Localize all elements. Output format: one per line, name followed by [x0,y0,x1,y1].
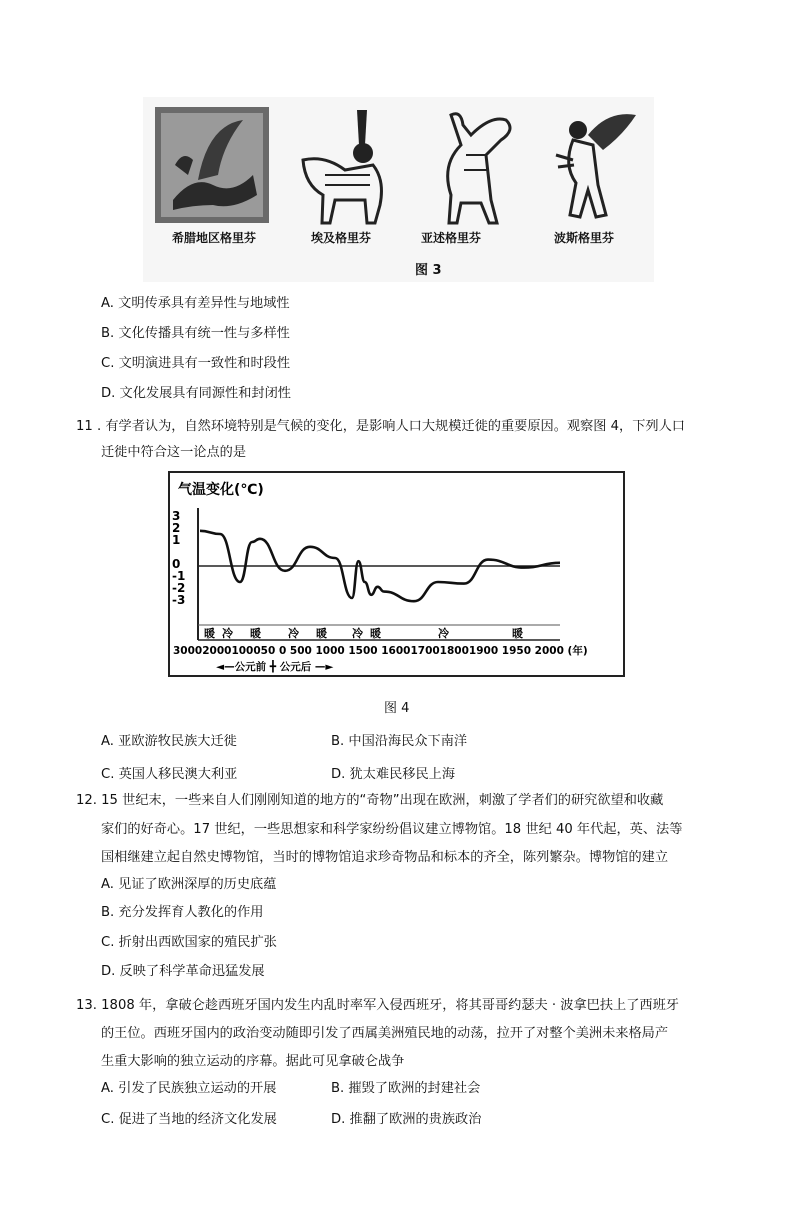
q13-stem-line1: 13. 1808 年，拿破仑趁西班牙国内发生内乱时率军入侵西班牙，将其哥哥约瑟夫 · 波拿巴扶上了西班牙 [76,998,679,1013]
y-tick-label: 2 [172,521,181,535]
q11-stem-line1: 11 . 有学者认为，自然环境特别是气候的变化，是影响人口大规模迁徙的重要原因。观察图 4，下列人口 [76,419,685,434]
q10-option-b[interactable]: B. 文化传播具有统一性与多样性 [101,326,290,341]
q11-option-c[interactable]: C. 英国人移民澳大利亚 [101,767,238,782]
band-label: 暖 [316,627,327,640]
q13-option-b[interactable]: B. 摧毁了欧洲的封建社会 [331,1081,481,1096]
q11-option-b[interactable]: B. 中国沿海民众下南洋 [331,734,468,749]
band-label: 暖 [512,627,523,640]
y-tick-label: 1 [172,533,181,547]
q11-option-a[interactable]: A. 亚欧游牧民族大迁徙 [101,734,237,749]
era-note: ◄—公元前 ╋ 公元后 —► [216,661,334,673]
figure-3-title: 图 3 [415,263,442,278]
figure-3 [143,97,654,282]
q13-stem-line2: 的王位。西班牙国内的政治变动随即引发了西属美洲殖民地的动荡，拉开了对整个美洲未来格局产 [101,1026,669,1041]
q12-option-a[interactable]: A. 见证了欧洲深厚的历史底蕴 [101,877,277,892]
y-tick-label: 3 [172,509,181,523]
greek-griffin-caption: 希腊地区格里芬 [172,231,257,245]
q12-stem-line2: 家们的好奇心。17 世纪，一些思想家和科学家纷纷倡议建立博物馆。18 世纪 40 年代起，英、法等 [101,822,683,837]
q12-stem-line3: 国相继建立起自然史博物馆，当时的博物馆追求珍奇物品和标本的齐全，陈列繁杂。博物馆的建立 [101,850,669,865]
q11-option-d[interactable]: D. 犹太难民移民上海 [331,767,456,782]
chart-ylabel: 气温变化(℃) [178,482,264,498]
band-label: 冷 [222,627,233,640]
persian-griffin-image [548,105,640,225]
band-label: 冷 [288,627,299,640]
band-label: 暖 [250,627,261,640]
q11-stem-line2: 迁徙中符合这一论点的是 [101,445,247,460]
q12-option-d[interactable]: D. 反映了科学革命迅猛发展 [101,964,265,979]
persian-griffin-caption: 波斯格里芬 [554,231,615,245]
q12-stem-line1: 12. 15 世纪末，一些来自人们刚刚知道的地方的“奇物”出现在欧洲，刺激了学者们的研究欲望和收藏 [76,793,664,808]
assyrian-griffin-image [431,105,521,225]
q12-option-c[interactable]: C. 折射出西欧国家的殖民扩张 [101,935,277,950]
band-label: 暖 [370,627,381,640]
band-label: 冷 [438,627,449,640]
q10-option-c[interactable]: C. 文明演进具有一致性和时段性 [101,356,291,371]
q13-stem-line3: 生重大影响的独立运动的序幕。据此可见拿破仑战争 [101,1054,405,1069]
greek-griffin-image [153,105,271,225]
q10-option-a[interactable]: A. 文明传承具有差异性与地域性 [101,296,290,311]
y-tick-label: -3 [172,593,186,607]
figure-4-title: 图 4 [384,701,410,716]
q13-option-a[interactable]: A. 引发了民族独立运动的开展 [101,1081,277,1096]
y-tick-label: -2 [172,581,186,595]
q10-option-d[interactable]: D. 文化发展具有同源性和封闭性 [101,386,291,401]
egyptian-griffin-image [295,105,395,225]
y-tick-label: 0 [172,557,181,571]
figure-4-chart [168,470,626,678]
band-label: 冷 [352,627,363,640]
q13-option-d[interactable]: D. 推翻了欧洲的贵族政治 [331,1112,482,1127]
egyptian-griffin-caption: 埃及格里芬 [311,231,372,245]
assyrian-griffin-caption: 亚述格里芬 [421,231,482,245]
q13-option-c[interactable]: C. 促进了当地的经济文化发展 [101,1112,277,1127]
x-tick-labels: 30002000100050 0 500 1000 1500 1600170018001900 1950 2000 (年) [173,645,588,657]
band-label: 暖 [204,627,215,640]
y-tick-label: -1 [172,569,186,583]
q12-option-b[interactable]: B. 充分发挥育人教化的作用 [101,905,264,920]
